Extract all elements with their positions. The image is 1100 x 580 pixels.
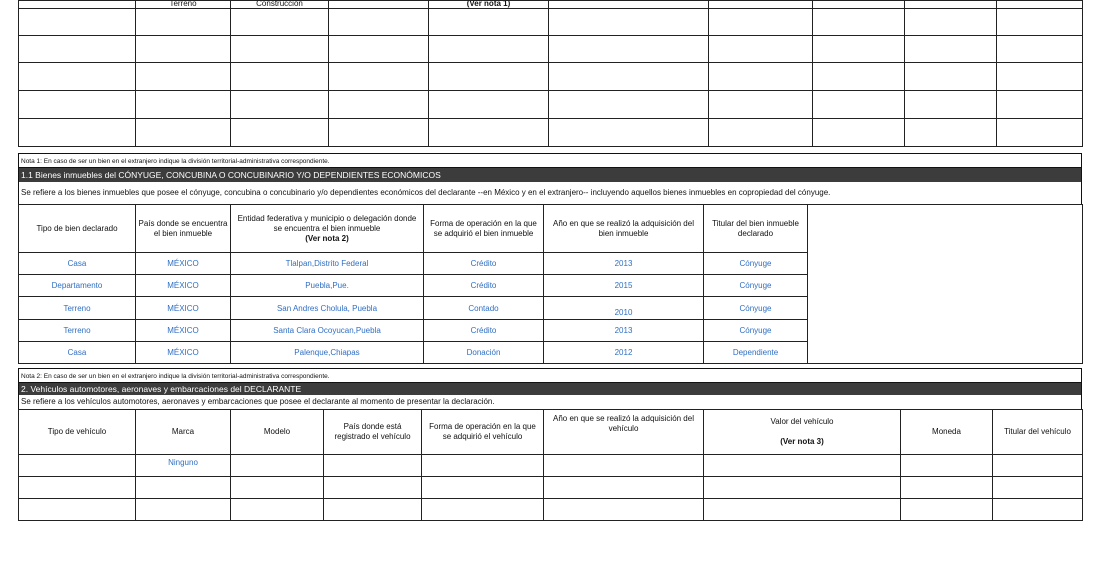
table-row [19,36,1083,63]
cell-tipo[interactable]: Terreno [19,320,136,342]
note-2: Nota 2: En caso de ser un bien en el extranjero indique la división territorial-administrativa correspondiente. [18,368,1082,383]
header-modelo: Modelo [231,410,324,455]
cell-forma[interactable]: Crédito [424,275,544,297]
header-construccion: Construcción [231,1,329,9]
cell-pais[interactable]: MÉXICO [136,275,231,297]
cell-anio[interactable]: 2010 [544,297,704,320]
header-moneda: Moneda [901,410,993,455]
header-titular: Titular del bien inmueble declarado [704,205,808,253]
spouse-table-header [19,205,1083,253]
header-valor-text: Valor del vehículo [770,417,834,426]
cell-entidad[interactable]: Palenque,Chiapas [231,342,424,364]
header-forma-vehiculo: Forma de operación en la que se adquirió el vehículo [422,410,544,455]
cell-pais[interactable]: MÉXICO [136,342,231,364]
table-row [19,455,1083,477]
cell-pais[interactable]: MÉXICO [136,253,231,275]
header-terreno: Terreno [136,1,231,9]
header-valor [704,410,901,455]
table-row [19,9,1083,36]
table-row [19,477,1083,499]
header-marca: Marca [136,410,231,455]
vehicles-table-header [19,410,1083,455]
header-forma: Forma de operación en la que se adquirió el bien inmueble [424,205,544,253]
cell-entidad[interactable]: San Andres Cholula, Puebla [231,297,424,320]
header-entidad-text: Entidad federativa y municipio o delegación donde se encuentra el bien inmueble [237,213,417,233]
cell-pais[interactable]: MÉXICO [136,320,231,342]
vehicles-table [18,409,1083,521]
header-tipo-vehiculo: Tipo de vehículo [19,410,136,455]
cell-titular[interactable]: Cónyuge [704,253,808,275]
header-valor-nota: (Ver nota 3) [780,437,824,446]
section-2-title: 2. Vehículos automotores, aeronaves y embarcaciones del DECLARANTE [18,383,1082,395]
table-row [19,119,1083,147]
table-row [19,499,1083,521]
cell-entidad[interactable]: Puebla,Pue. [231,275,424,297]
blank-area [808,205,1083,364]
table-row [19,63,1083,91]
section-1-1-description: Se refiere a los bienes inmuebles que posee el cónyuge, concubina o concubinario y/o dependientes económicos del declarante --en México y en el extranjero-- incluyendo aquellos bienes inmuebles en copropiedad del cónyuge. [18,182,1082,204]
declaration-form-page [18,0,1082,580]
cell-tipo[interactable]: Casa [19,253,136,275]
header-ver-nota-1: (Ver nota 1) [429,1,549,9]
cell-titular[interactable]: Cónyuge [704,297,808,320]
cell-titular[interactable]: Cónyuge [704,275,808,297]
cell-titular[interactable]: Dependiente [704,342,808,364]
cell-tipo[interactable]: Departamento [19,275,136,297]
note-1: Nota 1: En caso de ser un bien en el extranjero indique la división territorial-administrativa correspondiente. [18,153,1082,168]
header-pais: País donde se encuentra el bien inmueble [136,205,231,253]
cell-anio[interactable]: 2015 [544,275,704,297]
declarant-real-estate-table [18,0,1083,147]
table-row [19,91,1083,119]
header-pais-vehiculo: País donde está registrado el vehículo [324,410,422,455]
cell-anio[interactable]: 2013 [544,320,704,342]
cell-anio[interactable]: 2012 [544,342,704,364]
cell-anio[interactable]: 2013 [544,253,704,275]
cell-forma[interactable]: Crédito [424,253,544,275]
cell-forma[interactable]: Crédito [424,320,544,342]
cell-titular[interactable]: Cónyuge [704,320,808,342]
cell-entidad[interactable]: Tlalpan,Distrito Federal [231,253,424,275]
section-2-description: Se refiere a los vehículos automotores, aeronaves y embarcaciones que posee el declarante al momento de presentar la declaración. [18,395,1082,409]
cell-tipo[interactable]: Casa [19,342,136,364]
header-anio-vehiculo: Año en que se realizó la adquisición del vehículo [544,410,704,455]
header-entidad-nota: (Ver nota 2) [305,233,349,243]
cell-marca[interactable]: Ninguno [136,455,231,477]
header-tipo-bien: Tipo de bien declarado [19,205,136,253]
header-anio: Año en que se realizó la adquisición del bien inmueble [544,205,704,253]
spouse-real-estate-table [18,204,1083,364]
table-header-row-partial [19,1,1083,9]
header-titular-vehiculo: Titular del vehículo [993,410,1083,455]
header-entidad [231,205,424,253]
section-1-1-title: 1.1 Bienes inmuebles del CÓNYUGE, CONCUBINA O CONCUBINARIO Y/O DEPENDIENTES ECONÓMICOS [18,168,1082,182]
cell-forma[interactable]: Donación [424,342,544,364]
cell-forma[interactable]: Contado [424,297,544,320]
cell-entidad[interactable]: Santa Clara Ocoyucan,Puebla [231,320,424,342]
cell-tipo[interactable]: Terreno [19,297,136,320]
cell-pais[interactable]: MÉXICO [136,297,231,320]
